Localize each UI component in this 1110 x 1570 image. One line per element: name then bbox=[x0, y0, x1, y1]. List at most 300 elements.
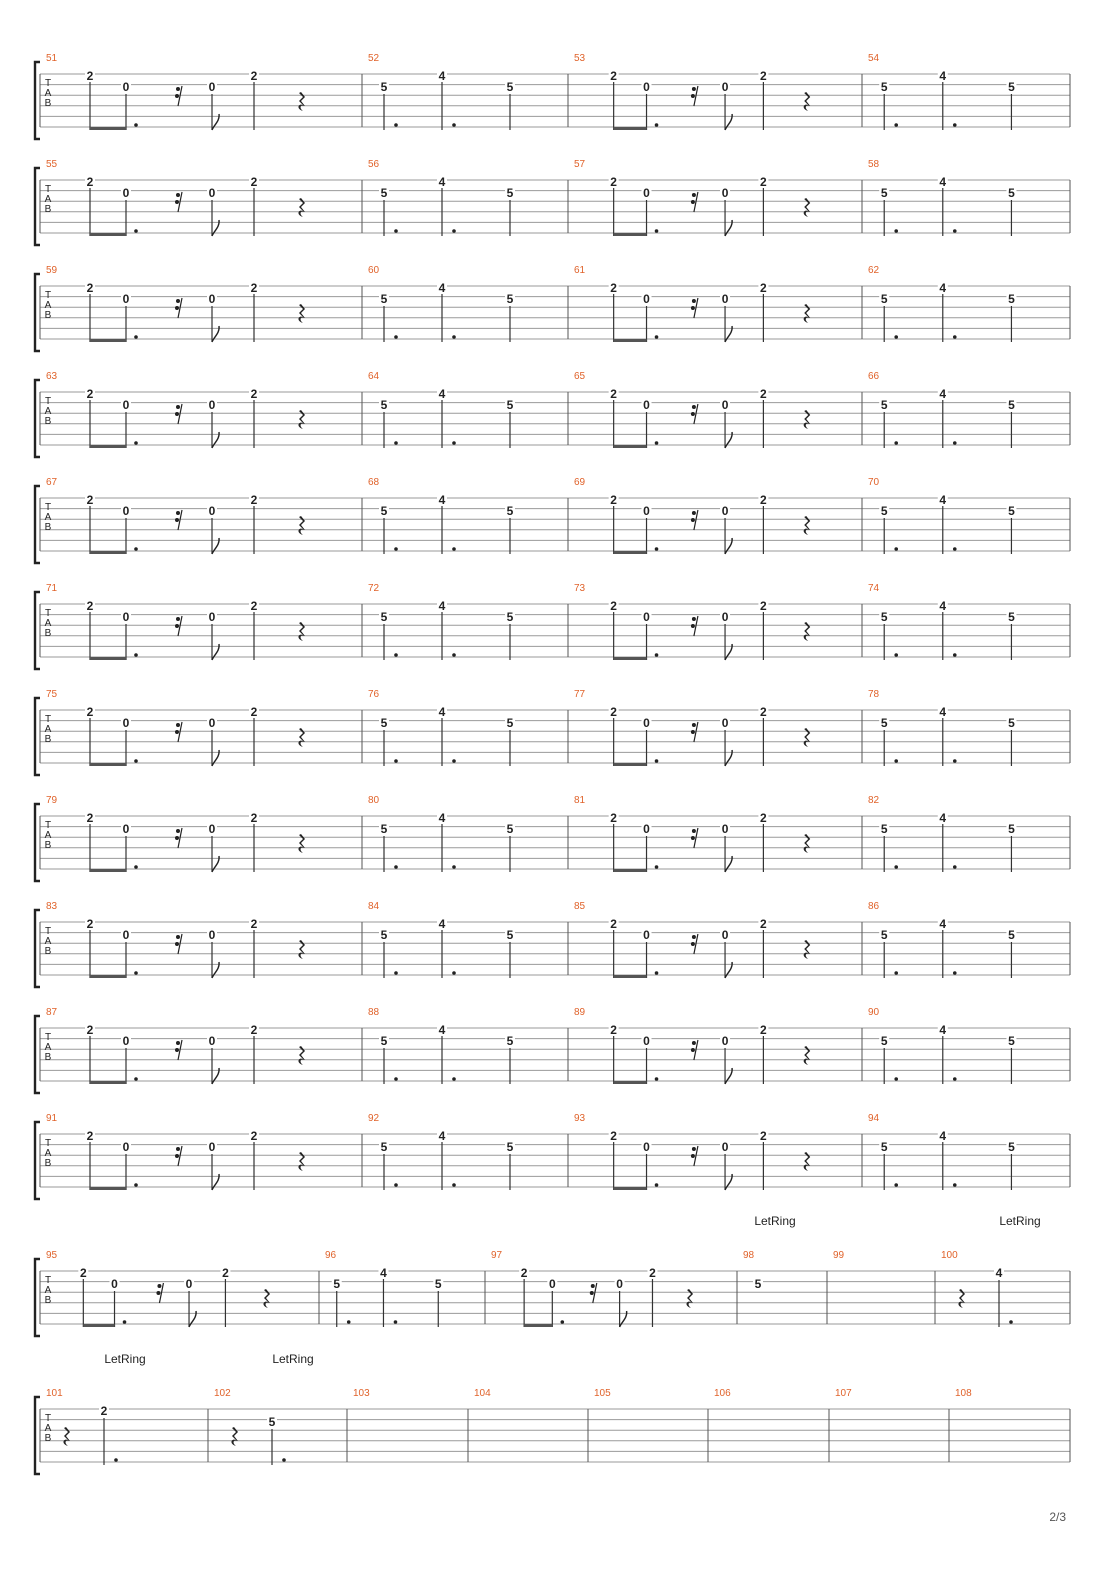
augmentation-dot bbox=[394, 1320, 398, 1324]
fret-number: 0 bbox=[643, 928, 650, 942]
measure bbox=[353, 1388, 370, 1399]
fret-number: 2 bbox=[79, 1266, 87, 1280]
measure-number: 108 bbox=[955, 1388, 972, 1399]
sixteenth-rest-flag bbox=[175, 1048, 179, 1052]
fret-number: 2 bbox=[760, 1023, 767, 1037]
fret-number: 2 bbox=[86, 705, 94, 719]
fret-number: 2 bbox=[760, 811, 767, 825]
sixteenth-rest-flag bbox=[691, 942, 695, 946]
measure bbox=[868, 265, 1016, 342]
measure bbox=[574, 53, 810, 130]
fret-number: 0 bbox=[122, 186, 130, 200]
page-indicator: 2/3 bbox=[1049, 1510, 1066, 1524]
fret-number: 0 bbox=[208, 292, 216, 306]
tab-clef-letter: B bbox=[44, 1295, 52, 1306]
fret-number: 0 bbox=[122, 822, 130, 836]
note-beam bbox=[83, 1324, 114, 1327]
tab-clef-letter: A bbox=[44, 724, 52, 735]
fret-number: 4 bbox=[995, 1266, 1003, 1280]
fret-number: 2 bbox=[86, 1129, 94, 1143]
fret-number: 4 bbox=[939, 387, 947, 401]
fret-number: 2 bbox=[222, 1266, 229, 1280]
note-beam bbox=[90, 975, 126, 978]
tab-staff bbox=[35, 910, 1070, 987]
tab-staff bbox=[35, 62, 1070, 139]
note-beam bbox=[90, 445, 126, 448]
measure-number: 69 bbox=[574, 477, 586, 488]
augmentation-dot bbox=[394, 441, 398, 445]
fret-number: 4 bbox=[438, 705, 446, 719]
sixteenth-rest-flag bbox=[175, 1154, 179, 1158]
sixteenth-rest-flag bbox=[176, 935, 180, 939]
note-beam bbox=[90, 869, 126, 872]
measure-number: 77 bbox=[574, 689, 586, 700]
fret-number: 2 bbox=[250, 599, 258, 613]
fret-number: 5 bbox=[506, 398, 514, 412]
measure bbox=[368, 159, 515, 236]
fret-number: 0 bbox=[208, 186, 216, 200]
sixteenth-rest-flag bbox=[175, 200, 179, 204]
fret-number: 5 bbox=[1008, 80, 1015, 94]
measure-number: 97 bbox=[491, 1250, 503, 1261]
tab-system bbox=[35, 265, 1070, 351]
augmentation-dot bbox=[894, 971, 898, 975]
measure-number: 104 bbox=[474, 1388, 491, 1399]
tab-clef-letter: A bbox=[44, 88, 52, 99]
measure bbox=[46, 159, 305, 236]
tab-clef-letter: T bbox=[44, 820, 52, 831]
augmentation-dot bbox=[655, 229, 659, 233]
note-beam bbox=[90, 127, 126, 130]
fret-number: 2 bbox=[760, 917, 767, 931]
fret-number: 5 bbox=[380, 928, 388, 942]
note-beam bbox=[614, 233, 647, 236]
note-beam bbox=[90, 233, 126, 236]
measure-number: 92 bbox=[368, 1113, 380, 1124]
measure bbox=[574, 477, 810, 554]
fret-number: 5 bbox=[333, 1277, 341, 1291]
tab-clef-letter: T bbox=[44, 502, 52, 513]
tab-system bbox=[35, 159, 1070, 245]
fret-number: 2 bbox=[250, 69, 258, 83]
fret-number: 4 bbox=[939, 493, 947, 507]
fret-number: 0 bbox=[643, 716, 650, 730]
measure-number: 93 bbox=[574, 1113, 586, 1124]
tab-system bbox=[35, 689, 1070, 775]
sixteenth-rest-flag bbox=[176, 299, 180, 303]
measure-number: 61 bbox=[574, 265, 586, 276]
measure-number: 105 bbox=[594, 1388, 611, 1399]
measure bbox=[574, 1007, 810, 1084]
sixteenth-rest-flag bbox=[175, 730, 179, 734]
fret-number: 5 bbox=[380, 1140, 388, 1154]
fret-number: 2 bbox=[610, 917, 617, 931]
fret-number: 2 bbox=[86, 811, 94, 825]
augmentation-dot bbox=[655, 441, 659, 445]
note-beam bbox=[614, 657, 647, 660]
augmentation-dot bbox=[452, 335, 456, 339]
measure-number: 78 bbox=[868, 689, 880, 700]
measure-number: 64 bbox=[368, 371, 380, 382]
fret-number: 5 bbox=[1008, 822, 1015, 836]
fret-number: 2 bbox=[250, 493, 258, 507]
fret-number: 0 bbox=[643, 186, 650, 200]
augmentation-dot bbox=[134, 1077, 138, 1081]
augmentation-dot bbox=[894, 865, 898, 869]
system-bracket bbox=[35, 168, 40, 245]
note-beam bbox=[90, 763, 126, 766]
note-beam bbox=[614, 339, 647, 342]
fret-number: 2 bbox=[250, 1023, 258, 1037]
tab-clef-letter: A bbox=[44, 830, 52, 841]
augmentation-dot bbox=[894, 335, 898, 339]
measure-number: 51 bbox=[46, 53, 58, 64]
fret-number: 0 bbox=[122, 928, 130, 942]
note-beam bbox=[614, 975, 647, 978]
measure-number: 65 bbox=[574, 371, 586, 382]
fret-number: 2 bbox=[250, 705, 258, 719]
sixteenth-rest-flag bbox=[692, 1041, 696, 1045]
fret-number: 0 bbox=[122, 398, 130, 412]
fret-number: 4 bbox=[438, 387, 446, 401]
fret-number: 2 bbox=[250, 811, 258, 825]
fret-number: 5 bbox=[880, 822, 888, 836]
augmentation-dot bbox=[123, 1320, 127, 1324]
augmentation-dot bbox=[452, 759, 456, 763]
fret-number: 2 bbox=[86, 175, 94, 189]
fret-number: 2 bbox=[250, 917, 258, 931]
fret-number: 0 bbox=[721, 1140, 729, 1154]
tab-system bbox=[35, 1352, 1070, 1474]
fret-number: 4 bbox=[939, 1129, 947, 1143]
measure bbox=[474, 1388, 491, 1399]
augmentation-dot bbox=[953, 759, 957, 763]
augmentation-dot bbox=[394, 865, 398, 869]
fret-number: 0 bbox=[643, 1140, 650, 1154]
measure-number: 81 bbox=[574, 795, 586, 806]
fret-number: 2 bbox=[610, 69, 617, 83]
fret-number: 2 bbox=[610, 1129, 617, 1143]
fret-number: 4 bbox=[939, 69, 947, 83]
fret-number: 0 bbox=[643, 822, 650, 836]
fret-number: 5 bbox=[880, 716, 888, 730]
augmentation-dot bbox=[134, 971, 138, 975]
measure-number: 68 bbox=[368, 477, 380, 488]
measure-number: 80 bbox=[368, 795, 380, 806]
measure-number: 59 bbox=[46, 265, 58, 276]
augmentation-dot bbox=[347, 1320, 351, 1324]
sixteenth-rest-flag bbox=[175, 624, 179, 628]
fret-number: 5 bbox=[380, 186, 388, 200]
fret-number: 0 bbox=[208, 822, 216, 836]
measure bbox=[574, 1113, 810, 1190]
measure bbox=[868, 795, 1016, 872]
fret-number: 2 bbox=[760, 493, 767, 507]
measure bbox=[325, 1250, 443, 1327]
tab-clef-letter: A bbox=[44, 300, 52, 311]
measure bbox=[835, 1388, 852, 1399]
augmentation-dot bbox=[394, 123, 398, 127]
fret-number: 0 bbox=[721, 80, 729, 94]
fret-number: 4 bbox=[380, 1266, 387, 1280]
augmentation-dot bbox=[394, 229, 398, 233]
system-bracket bbox=[35, 486, 40, 563]
sixteenth-rest-flag bbox=[176, 511, 180, 515]
augmentation-dot bbox=[561, 1320, 565, 1324]
measure bbox=[46, 1007, 305, 1084]
measure bbox=[46, 583, 305, 660]
augmentation-dot bbox=[282, 1458, 286, 1462]
augmentation-dot bbox=[655, 123, 659, 127]
let-ring-label: LetRing bbox=[754, 1214, 796, 1228]
augmentation-dot bbox=[655, 547, 659, 551]
tab-clef-letter: T bbox=[44, 1138, 52, 1149]
measure bbox=[368, 371, 515, 448]
tab-clef-letter: T bbox=[44, 608, 52, 619]
sixteenth-rest-flag bbox=[175, 94, 179, 98]
fret-number: 5 bbox=[380, 80, 388, 94]
fret-number: 5 bbox=[1008, 610, 1015, 624]
measure bbox=[743, 1214, 796, 1291]
measure-number: 83 bbox=[46, 901, 58, 912]
note-beam bbox=[614, 551, 647, 554]
measure bbox=[491, 1250, 693, 1327]
augmentation-dot bbox=[134, 441, 138, 445]
augmentation-dot bbox=[655, 759, 659, 763]
system-bracket bbox=[35, 1122, 40, 1199]
measure-number: 102 bbox=[214, 1388, 231, 1399]
tab-staff bbox=[35, 1122, 1070, 1199]
fret-number: 0 bbox=[721, 822, 729, 836]
sixteenth-rest-flag bbox=[156, 1291, 160, 1295]
sixteenth-rest-flag bbox=[175, 942, 179, 946]
fret-number: 5 bbox=[380, 398, 388, 412]
sixteenth-rest-flag bbox=[692, 1147, 696, 1151]
fret-number: 5 bbox=[1008, 504, 1015, 518]
sixteenth-rest-flag bbox=[175, 836, 179, 840]
fret-number: 4 bbox=[939, 175, 947, 189]
tab-clef-letter: T bbox=[44, 926, 52, 937]
augmentation-dot bbox=[894, 441, 898, 445]
measure-number: 63 bbox=[46, 371, 58, 382]
sixteenth-rest-flag bbox=[176, 87, 180, 91]
fret-number: 0 bbox=[122, 716, 130, 730]
note-beam bbox=[524, 1324, 552, 1327]
fret-number: 5 bbox=[1008, 292, 1015, 306]
sixteenth-rest-flag bbox=[692, 193, 696, 197]
fret-number: 2 bbox=[610, 1023, 617, 1037]
augmentation-dot bbox=[655, 653, 659, 657]
tab-clef-letter: B bbox=[44, 734, 52, 745]
measure bbox=[574, 371, 810, 448]
tab-clef-letter: B bbox=[44, 204, 52, 215]
measure bbox=[368, 265, 515, 342]
measure-number: 79 bbox=[46, 795, 58, 806]
measure bbox=[46, 265, 305, 342]
fret-number: 0 bbox=[721, 504, 729, 518]
measure bbox=[868, 477, 1016, 554]
measure-number: 90 bbox=[868, 1007, 880, 1018]
augmentation-dot bbox=[134, 123, 138, 127]
tab-system bbox=[35, 795, 1070, 881]
augmentation-dot bbox=[134, 759, 138, 763]
system-bracket bbox=[35, 1259, 40, 1336]
sixteenth-rest-flag bbox=[691, 306, 695, 310]
measure-number: 88 bbox=[368, 1007, 380, 1018]
fret-number: 4 bbox=[939, 599, 947, 613]
measure bbox=[868, 53, 1016, 130]
measure-number: 75 bbox=[46, 689, 58, 700]
fret-number: 2 bbox=[610, 387, 617, 401]
fret-number: 4 bbox=[438, 175, 446, 189]
tab-clef-letter: T bbox=[44, 1032, 52, 1043]
fret-number: 5 bbox=[506, 504, 514, 518]
tab-clef-letter: B bbox=[44, 1158, 52, 1169]
tab-clef-letter: B bbox=[44, 1052, 52, 1063]
measure bbox=[368, 1007, 515, 1084]
fret-number: 0 bbox=[643, 610, 650, 624]
measure bbox=[46, 477, 305, 554]
tab-staff bbox=[35, 168, 1070, 245]
sixteenth-rest-flag bbox=[691, 412, 695, 416]
fret-number: 0 bbox=[721, 716, 729, 730]
note-beam bbox=[614, 1081, 647, 1084]
note-beam bbox=[614, 445, 647, 448]
measure-number: 84 bbox=[368, 901, 380, 912]
fret-number: 2 bbox=[610, 493, 617, 507]
measure-number: 94 bbox=[868, 1113, 880, 1124]
sixteenth-rest-flag bbox=[176, 1147, 180, 1151]
note-beam bbox=[90, 657, 126, 660]
fret-number: 5 bbox=[380, 1034, 388, 1048]
sixteenth-rest-flag bbox=[691, 94, 695, 98]
augmentation-dot bbox=[134, 335, 138, 339]
measure-number: 70 bbox=[868, 477, 880, 488]
sixteenth-rest-flag bbox=[176, 405, 180, 409]
fret-number: 0 bbox=[208, 504, 216, 518]
system-bracket bbox=[35, 62, 40, 139]
note-beam bbox=[614, 127, 647, 130]
measure-number: 55 bbox=[46, 159, 58, 170]
tab-clef-letter: T bbox=[44, 78, 52, 89]
note-beam bbox=[90, 339, 126, 342]
system-bracket bbox=[35, 804, 40, 881]
measure-number: 106 bbox=[714, 1388, 731, 1399]
augmentation-dot bbox=[894, 759, 898, 763]
fret-number: 0 bbox=[548, 1277, 556, 1291]
fret-number: 5 bbox=[880, 504, 888, 518]
measure-number: 98 bbox=[743, 1250, 755, 1261]
measure-number: 56 bbox=[368, 159, 380, 170]
tab-clef-letter: B bbox=[44, 628, 52, 639]
tab-clef-letter: A bbox=[44, 1042, 52, 1053]
fret-number: 4 bbox=[438, 69, 446, 83]
fret-number: 2 bbox=[86, 69, 94, 83]
fret-number: 0 bbox=[122, 292, 130, 306]
augmentation-dot bbox=[655, 1183, 659, 1187]
system-bracket bbox=[35, 910, 40, 987]
measure bbox=[368, 689, 515, 766]
augmentation-dot bbox=[452, 865, 456, 869]
note-beam bbox=[90, 1187, 126, 1190]
system-bracket bbox=[35, 592, 40, 669]
measure-number: 60 bbox=[368, 265, 380, 276]
measure-number: 86 bbox=[868, 901, 880, 912]
fret-number: 4 bbox=[438, 599, 446, 613]
measure-number: 85 bbox=[574, 901, 586, 912]
fret-number: 5 bbox=[1008, 1034, 1015, 1048]
measure bbox=[574, 901, 810, 978]
tab-clef-letter: B bbox=[44, 840, 52, 851]
augmentation-dot bbox=[394, 971, 398, 975]
measure bbox=[46, 689, 305, 766]
fret-number: 0 bbox=[721, 292, 729, 306]
tab-clef-letter: B bbox=[44, 1433, 52, 1444]
augmentation-dot bbox=[894, 229, 898, 233]
fret-number: 2 bbox=[760, 175, 767, 189]
measure-number: 76 bbox=[368, 689, 380, 700]
measure bbox=[368, 583, 515, 660]
fret-number: 5 bbox=[754, 1277, 762, 1291]
fret-number: 2 bbox=[250, 281, 258, 295]
fret-number: 0 bbox=[208, 1034, 216, 1048]
measure bbox=[868, 1007, 1016, 1084]
tab-staff bbox=[35, 274, 1070, 351]
measure bbox=[368, 477, 515, 554]
tab-system bbox=[35, 583, 1070, 669]
sixteenth-rest-flag bbox=[692, 87, 696, 91]
augmentation-dot bbox=[452, 441, 456, 445]
sixteenth-rest-flag bbox=[157, 1284, 161, 1288]
tab-clef-letter: A bbox=[44, 1285, 52, 1296]
sixteenth-rest-flag bbox=[692, 723, 696, 727]
sixteenth-rest-flag bbox=[692, 405, 696, 409]
measure-number: 99 bbox=[833, 1250, 845, 1261]
fret-number: 5 bbox=[506, 928, 514, 942]
sixteenth-rest-flag bbox=[591, 1284, 595, 1288]
fret-number: 0 bbox=[122, 1140, 130, 1154]
sixteenth-rest-flag bbox=[175, 306, 179, 310]
augmentation-dot bbox=[894, 653, 898, 657]
measure-number: 57 bbox=[574, 159, 586, 170]
fret-number: 0 bbox=[208, 716, 216, 730]
note-beam bbox=[614, 869, 647, 872]
measure bbox=[868, 159, 1016, 236]
fret-number: 5 bbox=[380, 504, 388, 518]
sixteenth-rest-flag bbox=[692, 511, 696, 515]
tab-clef-letter: B bbox=[44, 416, 52, 427]
tab-system bbox=[35, 1214, 1070, 1336]
sixteenth-rest-flag bbox=[176, 617, 180, 621]
fret-number: 5 bbox=[380, 716, 388, 730]
sixteenth-rest-flag bbox=[691, 518, 695, 522]
note-beam bbox=[614, 763, 647, 766]
fret-number: 2 bbox=[250, 387, 258, 401]
fret-number: 0 bbox=[122, 1034, 130, 1048]
measure bbox=[868, 901, 1016, 978]
fret-number: 0 bbox=[721, 1034, 729, 1048]
let-ring-label: LetRing bbox=[272, 1352, 314, 1366]
augmentation-dot bbox=[394, 759, 398, 763]
measure bbox=[594, 1388, 611, 1399]
let-ring-label: LetRing bbox=[104, 1352, 146, 1366]
fret-number: 5 bbox=[880, 398, 888, 412]
fret-number: 4 bbox=[438, 811, 446, 825]
fret-number: 0 bbox=[721, 928, 729, 942]
sixteenth-rest-flag bbox=[590, 1291, 594, 1295]
tab-staff bbox=[35, 1016, 1070, 1093]
augmentation-dot bbox=[655, 971, 659, 975]
